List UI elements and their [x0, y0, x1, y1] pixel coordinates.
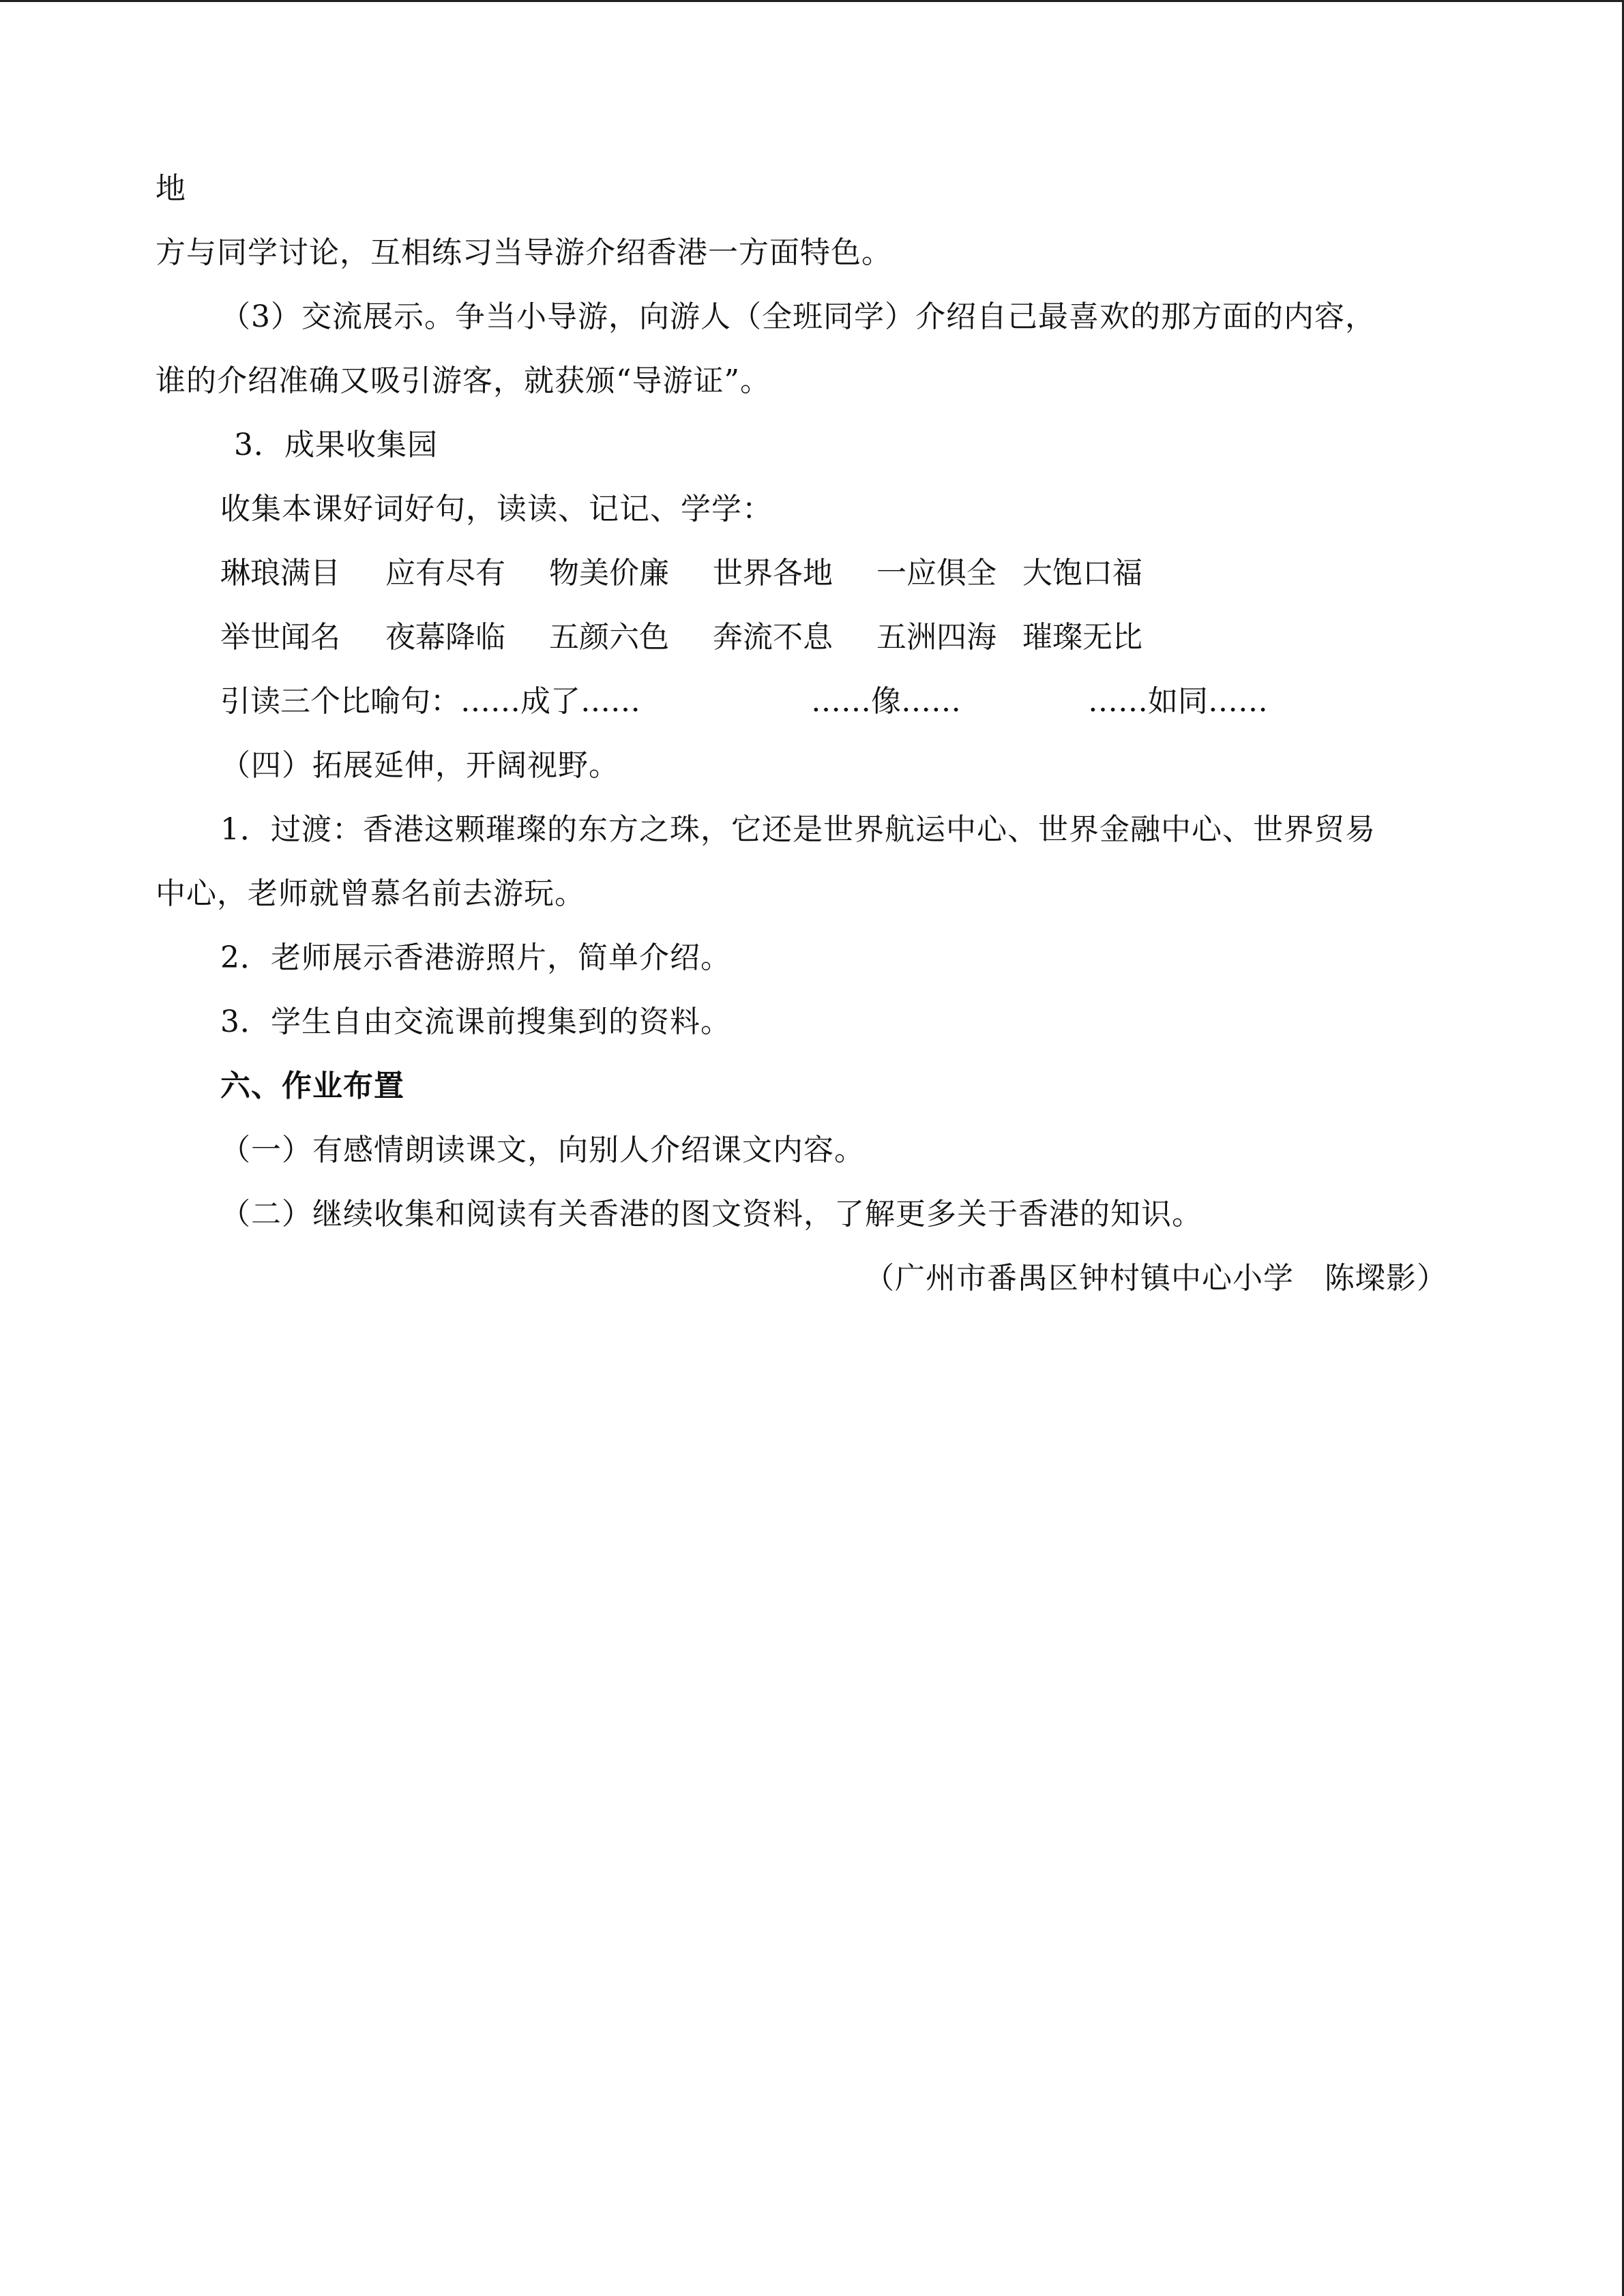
simile-pattern: ……如同…… [1088, 684, 1268, 719]
paragraph-line: （一）有感情朗读课文，向别人介绍课文内容。 [220, 1133, 865, 1167]
vocab-word: 大饱口福 [1022, 556, 1142, 591]
paragraph-line: 收集本课好词好句，读读、记记、学学： [220, 492, 773, 526]
paragraph-line: 2．老师展示香港游照片，简单介绍。 [220, 940, 731, 975]
paragraph-line: （3）交流展示。争当小导游，向游人（全班同学）介绍自己最喜欢的那方面的内容， [220, 299, 1376, 334]
vocab-word: 五颜六色 [549, 620, 669, 655]
vocab-word: 夜幕降临 [385, 620, 505, 655]
section-heading: （四）拓展延伸，开阔视野。 [220, 748, 619, 783]
paragraph-line: 谁的介绍准确又吸引游客，就获颁“导游证”。 [156, 363, 771, 398]
vocab-word: 世界各地 [713, 556, 833, 591]
section-heading: 3．成果收集园 [234, 428, 438, 462]
vocab-word: 璀璨无比 [1022, 620, 1142, 655]
section-title: 六、作业布置 [220, 1069, 404, 1103]
paragraph-line: （二）继续收集和阅读有关香港的图文资料，了解更多关于香港的知识。 [220, 1197, 1202, 1232]
vocab-word: 举世闻名 [220, 620, 340, 655]
paragraph-line: 中心，老师就曾慕名前去游玩。 [156, 876, 585, 911]
vocab-word: 一应俱全 [876, 556, 996, 591]
paragraph-line: 3．学生自由交流课前搜集到的资料。 [220, 1004, 731, 1039]
vocab-word: 物美价廉 [549, 556, 669, 591]
paragraph-line: 地 [156, 171, 186, 206]
vocab-word: 琳琅满目 [220, 556, 340, 591]
simile-intro: 引读三个比喻句：……成了…… [220, 684, 640, 719]
author-attribution: （广州市番禺区钟村镇中心小学 陈墚影） [864, 1261, 1447, 1296]
vocab-word: 奔流不息 [713, 620, 833, 655]
vocab-word: 五洲四海 [876, 620, 996, 655]
paragraph-line: 1．过渡：香港这颗璀璨的东方之珠，它还是世界航运中心、世界金融中心、世界贸易 [220, 812, 1376, 847]
paragraph-line: 方与同学讨论，互相练习当导游介绍香港一方面特色。 [156, 235, 892, 270]
vocab-word: 应有尽有 [385, 556, 505, 591]
simile-pattern: ……像…… [811, 684, 961, 719]
